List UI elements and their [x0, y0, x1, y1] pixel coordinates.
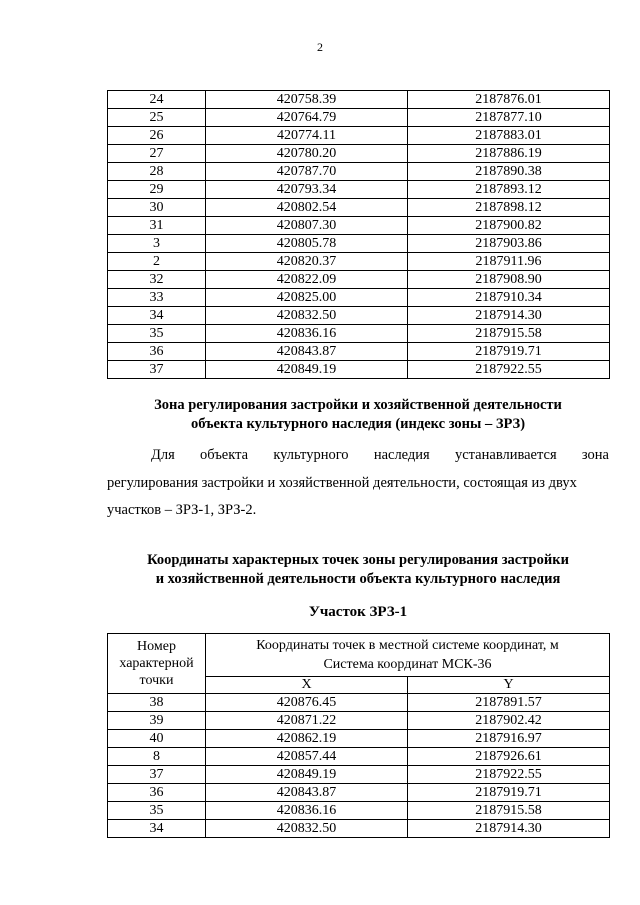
table-row	[108, 730, 610, 748]
cell-point-number: 29	[108, 181, 206, 199]
zone-heading	[107, 396, 609, 434]
table-row	[108, 199, 610, 217]
table-row	[108, 163, 610, 181]
header-point-line1: Номер	[137, 639, 176, 654]
cell-y: 2187919.71	[408, 784, 610, 802]
table-row	[108, 694, 610, 712]
table-row	[108, 307, 610, 325]
cell-point-number: 24	[108, 91, 206, 109]
cell-x: 420764.79	[206, 109, 408, 127]
section-title: Участок ЗРЗ-1	[308, 604, 408, 620]
cell-y: 2187916.97	[408, 730, 610, 748]
cell-y: 2187914.30	[408, 307, 610, 325]
cell-y: 2187914.30	[408, 820, 610, 838]
table-row	[108, 253, 610, 271]
table-row	[108, 748, 610, 766]
cell-x: 420857.44	[206, 748, 408, 766]
cell-y: 2187893.12	[408, 181, 610, 199]
cell-x: 420820.37	[206, 253, 408, 271]
table-row	[108, 271, 610, 289]
coordinates-heading-line2: и хозяйственной деятельности объекта культурного наследия	[155, 571, 561, 587]
cell-x: 420793.34	[206, 181, 408, 199]
table-row	[108, 145, 610, 163]
paragraph-word: культурного	[273, 447, 349, 463]
cell-point-number: 3	[108, 235, 206, 253]
cell-point-number: 25	[108, 109, 206, 127]
table-row	[108, 109, 610, 127]
cell-x: 420802.54	[206, 199, 408, 217]
table-row	[108, 235, 610, 253]
paragraph-word: наследия	[373, 447, 430, 463]
table-row	[108, 361, 610, 379]
header-point-number	[108, 634, 206, 694]
coordinates-table-body	[108, 91, 610, 379]
cell-x: 420843.87	[206, 784, 408, 802]
cell-x: 420787.70	[206, 163, 408, 181]
zone-heading-line2: объекта культурного наследия (индекс зоны – ЗРЗ)	[190, 416, 526, 432]
table-row	[108, 289, 610, 307]
table-row	[108, 217, 610, 235]
cell-point-number: 31	[108, 217, 206, 235]
cell-point-number: 40	[108, 730, 206, 748]
cell-y: 2187922.55	[408, 361, 610, 379]
table-row	[108, 766, 610, 784]
paragraph-line3: участков – ЗРЗ-1, ЗРЗ-2.	[107, 502, 257, 518]
cell-x: 420780.20	[206, 145, 408, 163]
table-row	[108, 91, 610, 109]
cell-x: 420807.30	[206, 217, 408, 235]
header-point-line2: характерной	[119, 656, 194, 671]
cell-y: 2187890.38	[408, 163, 610, 181]
cell-y: 2187926.61	[408, 748, 610, 766]
cell-x: 420825.00	[206, 289, 408, 307]
cell-x: 420758.39	[206, 91, 408, 109]
zone-heading-line1: Зона регулирования застройки и хозяйственной деятельности	[154, 397, 562, 413]
header-y: Y	[408, 677, 610, 694]
cell-point-number: 26	[108, 127, 206, 145]
cell-y: 2187903.86	[408, 235, 610, 253]
header-coordinates-line2: Система координат МСК-36	[323, 657, 492, 672]
paragraph-word: устанавливается	[454, 447, 557, 463]
cell-x: 420876.45	[206, 694, 408, 712]
paragraph-line1	[107, 447, 609, 464]
cell-y: 2187902.42	[408, 712, 610, 730]
cell-x: 420849.19	[206, 766, 408, 784]
cell-point-number: 39	[108, 712, 206, 730]
cell-y: 2187922.55	[408, 766, 610, 784]
header-x: X	[206, 677, 408, 694]
cell-y: 2187898.12	[408, 199, 610, 217]
header-coordinates-line1: Координаты точек в местной системе координат, м	[256, 638, 559, 653]
page-number: 2	[317, 40, 323, 54]
cell-x: 420871.22	[206, 712, 408, 730]
cell-point-number: 37	[108, 766, 206, 784]
paragraph-word: зона	[581, 447, 609, 463]
cell-y: 2187886.19	[408, 145, 610, 163]
cell-point-number: 34	[108, 820, 206, 838]
table-row	[108, 127, 610, 145]
cell-point-number: 38	[108, 694, 206, 712]
cell-x: 420843.87	[206, 343, 408, 361]
cell-x: 420774.11	[206, 127, 408, 145]
cell-point-number: 28	[108, 163, 206, 181]
table-row	[108, 325, 610, 343]
cell-x: 420862.19	[206, 730, 408, 748]
table-row	[108, 343, 610, 361]
header-point-line3: точки	[139, 673, 174, 688]
cell-point-number: 34	[108, 307, 206, 325]
header-coordinates	[206, 634, 610, 677]
cell-y: 2187915.58	[408, 325, 610, 343]
cell-point-number: 32	[108, 271, 206, 289]
cell-y: 2187891.57	[408, 694, 610, 712]
cell-point-number: 30	[108, 199, 206, 217]
coordinates-table-zrz1	[107, 633, 610, 838]
cell-point-number: 35	[108, 325, 206, 343]
coordinates-table-continued	[107, 90, 610, 379]
cell-point-number: 37	[108, 361, 206, 379]
cell-point-number: 36	[108, 343, 206, 361]
cell-point-number: 33	[108, 289, 206, 307]
cell-y: 2187876.01	[408, 91, 610, 109]
cell-point-number: 2	[108, 253, 206, 271]
cell-x: 420836.16	[206, 802, 408, 820]
cell-y: 2187883.01	[408, 127, 610, 145]
cell-x: 420832.50	[206, 820, 408, 838]
table-row	[108, 784, 610, 802]
table-row	[108, 820, 610, 838]
table-row	[108, 181, 610, 199]
paragraph-line2: регулирования застройки и хозяйственной деятельности, состоящая из двух	[107, 475, 577, 491]
cell-x: 420832.50	[206, 307, 408, 325]
cell-y: 2187908.90	[408, 271, 610, 289]
coordinates-heading-line1: Координаты характерных точек зоны регулирования застройки	[147, 552, 569, 568]
paragraph-word: объекта	[200, 447, 249, 463]
table-row	[108, 712, 610, 730]
cell-x: 420836.16	[206, 325, 408, 343]
cell-y: 2187900.82	[408, 217, 610, 235]
coordinates-table-body	[108, 694, 610, 838]
cell-point-number: 27	[108, 145, 206, 163]
cell-y: 2187919.71	[408, 343, 610, 361]
cell-y: 2187877.10	[408, 109, 610, 127]
cell-x: 420849.19	[206, 361, 408, 379]
cell-y: 2187911.96	[408, 253, 610, 271]
coordinates-heading	[107, 551, 609, 589]
cell-point-number: 35	[108, 802, 206, 820]
paragraph-word: Для	[151, 447, 175, 463]
cell-x: 420822.09	[206, 271, 408, 289]
cell-x: 420805.78	[206, 235, 408, 253]
cell-y: 2187910.34	[408, 289, 610, 307]
table-row	[108, 802, 610, 820]
cell-y: 2187915.58	[408, 802, 610, 820]
cell-point-number: 36	[108, 784, 206, 802]
cell-point-number: 8	[108, 748, 206, 766]
